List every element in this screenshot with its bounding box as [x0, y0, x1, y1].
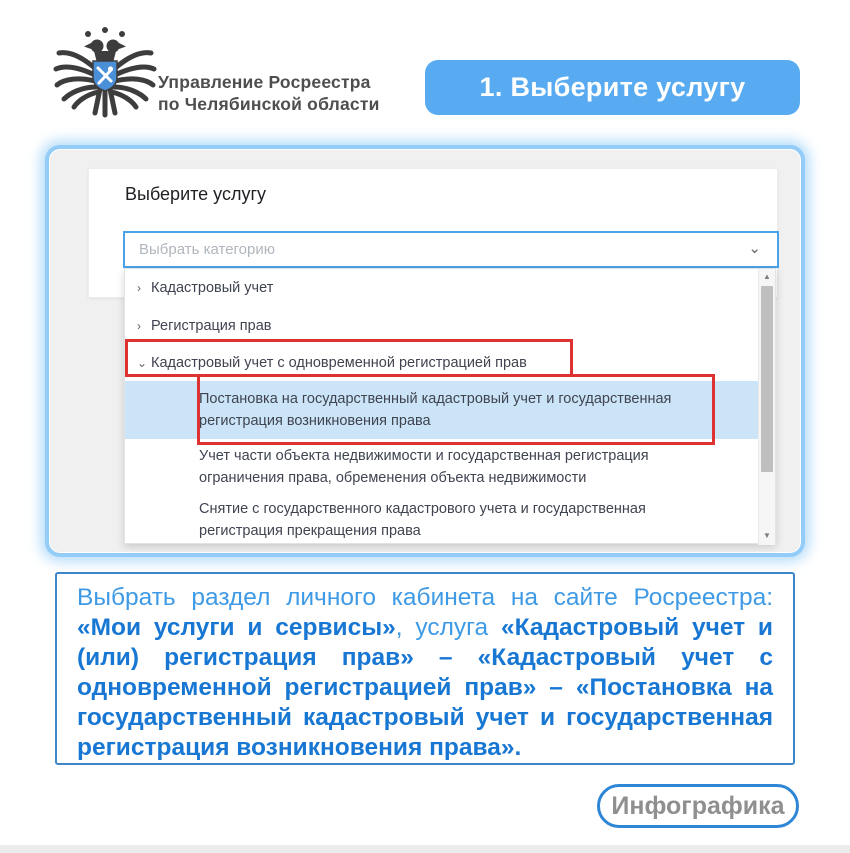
category-dropdown	[124, 268, 776, 544]
chevron-right-icon: ›	[137, 281, 141, 295]
scrollbar-up-icon[interactable]: ▲	[763, 272, 771, 281]
infographic-badge: Инфографика	[597, 784, 799, 828]
dropdown-item-removal[interactable]: Снятие с государственного кадастрового учета и государственная регистрация прекращения права	[199, 501, 646, 539]
chevron-right-icon: ›	[137, 319, 141, 333]
scrollbar-down-icon[interactable]: ▼	[763, 531, 771, 540]
chevron-down-icon: ⌄	[137, 356, 148, 370]
instruction-segment-bold: «Кадастровый учет и (или) регистрация прав» – «Кадастровый учет с одновременной регистрацией прав» – «Постановка на государственный кадастровый учет и государственная регистрация возникновения права».	[77, 614, 773, 761]
instruction-segment-bold: «Мои услуги и сервисы»	[77, 614, 396, 641]
card-title: Выберите услугу	[125, 184, 267, 204]
dropdown-item-label: Кадастровый учет с одновременной регистрацией прав	[151, 355, 527, 371]
annotation-red-box-option	[197, 374, 715, 445]
step-title-banner: 1. Выберите услугу	[425, 60, 800, 115]
org-name	[158, 71, 380, 115]
category-select-placeholder: Выбрать категорию	[139, 241, 275, 258]
dropdown-item-part-accounting[interactable]: Учет части объекта недвижимости и государственная регистрация ограничения права, обременения объекта недвижимости	[199, 448, 649, 486]
dropdown-item-cadastre[interactable]	[125, 269, 760, 307]
instruction-text-block	[55, 572, 795, 765]
instruction-segment: , услуга	[395, 614, 501, 641]
dropdown-item-label: Регистрация прав	[151, 318, 272, 334]
dropdown-item-label: Кадастровый учет	[151, 280, 274, 296]
scrollbar[interactable]	[758, 269, 775, 545]
org-name-line2: по Челябинской области	[158, 94, 380, 114]
dropdown-item-statement-registration-selected[interactable]: Постановка на государственный кадастровый учет и государственная регистрация возникновения права	[125, 381, 760, 439]
chevron-down-icon[interactable]: ⌄	[748, 240, 761, 257]
scrollbar-thumb[interactable]	[761, 286, 773, 472]
footer-strip	[0, 845, 850, 853]
annotation-red-box-category	[125, 339, 573, 377]
org-name-line1: Управление Росреестра	[158, 72, 371, 92]
rosreestr-eagle-logo	[50, 26, 160, 138]
instruction-segment: Выбрать раздел личного кабинета на сайте Росреестра:	[77, 584, 773, 611]
category-select[interactable]	[123, 231, 779, 268]
